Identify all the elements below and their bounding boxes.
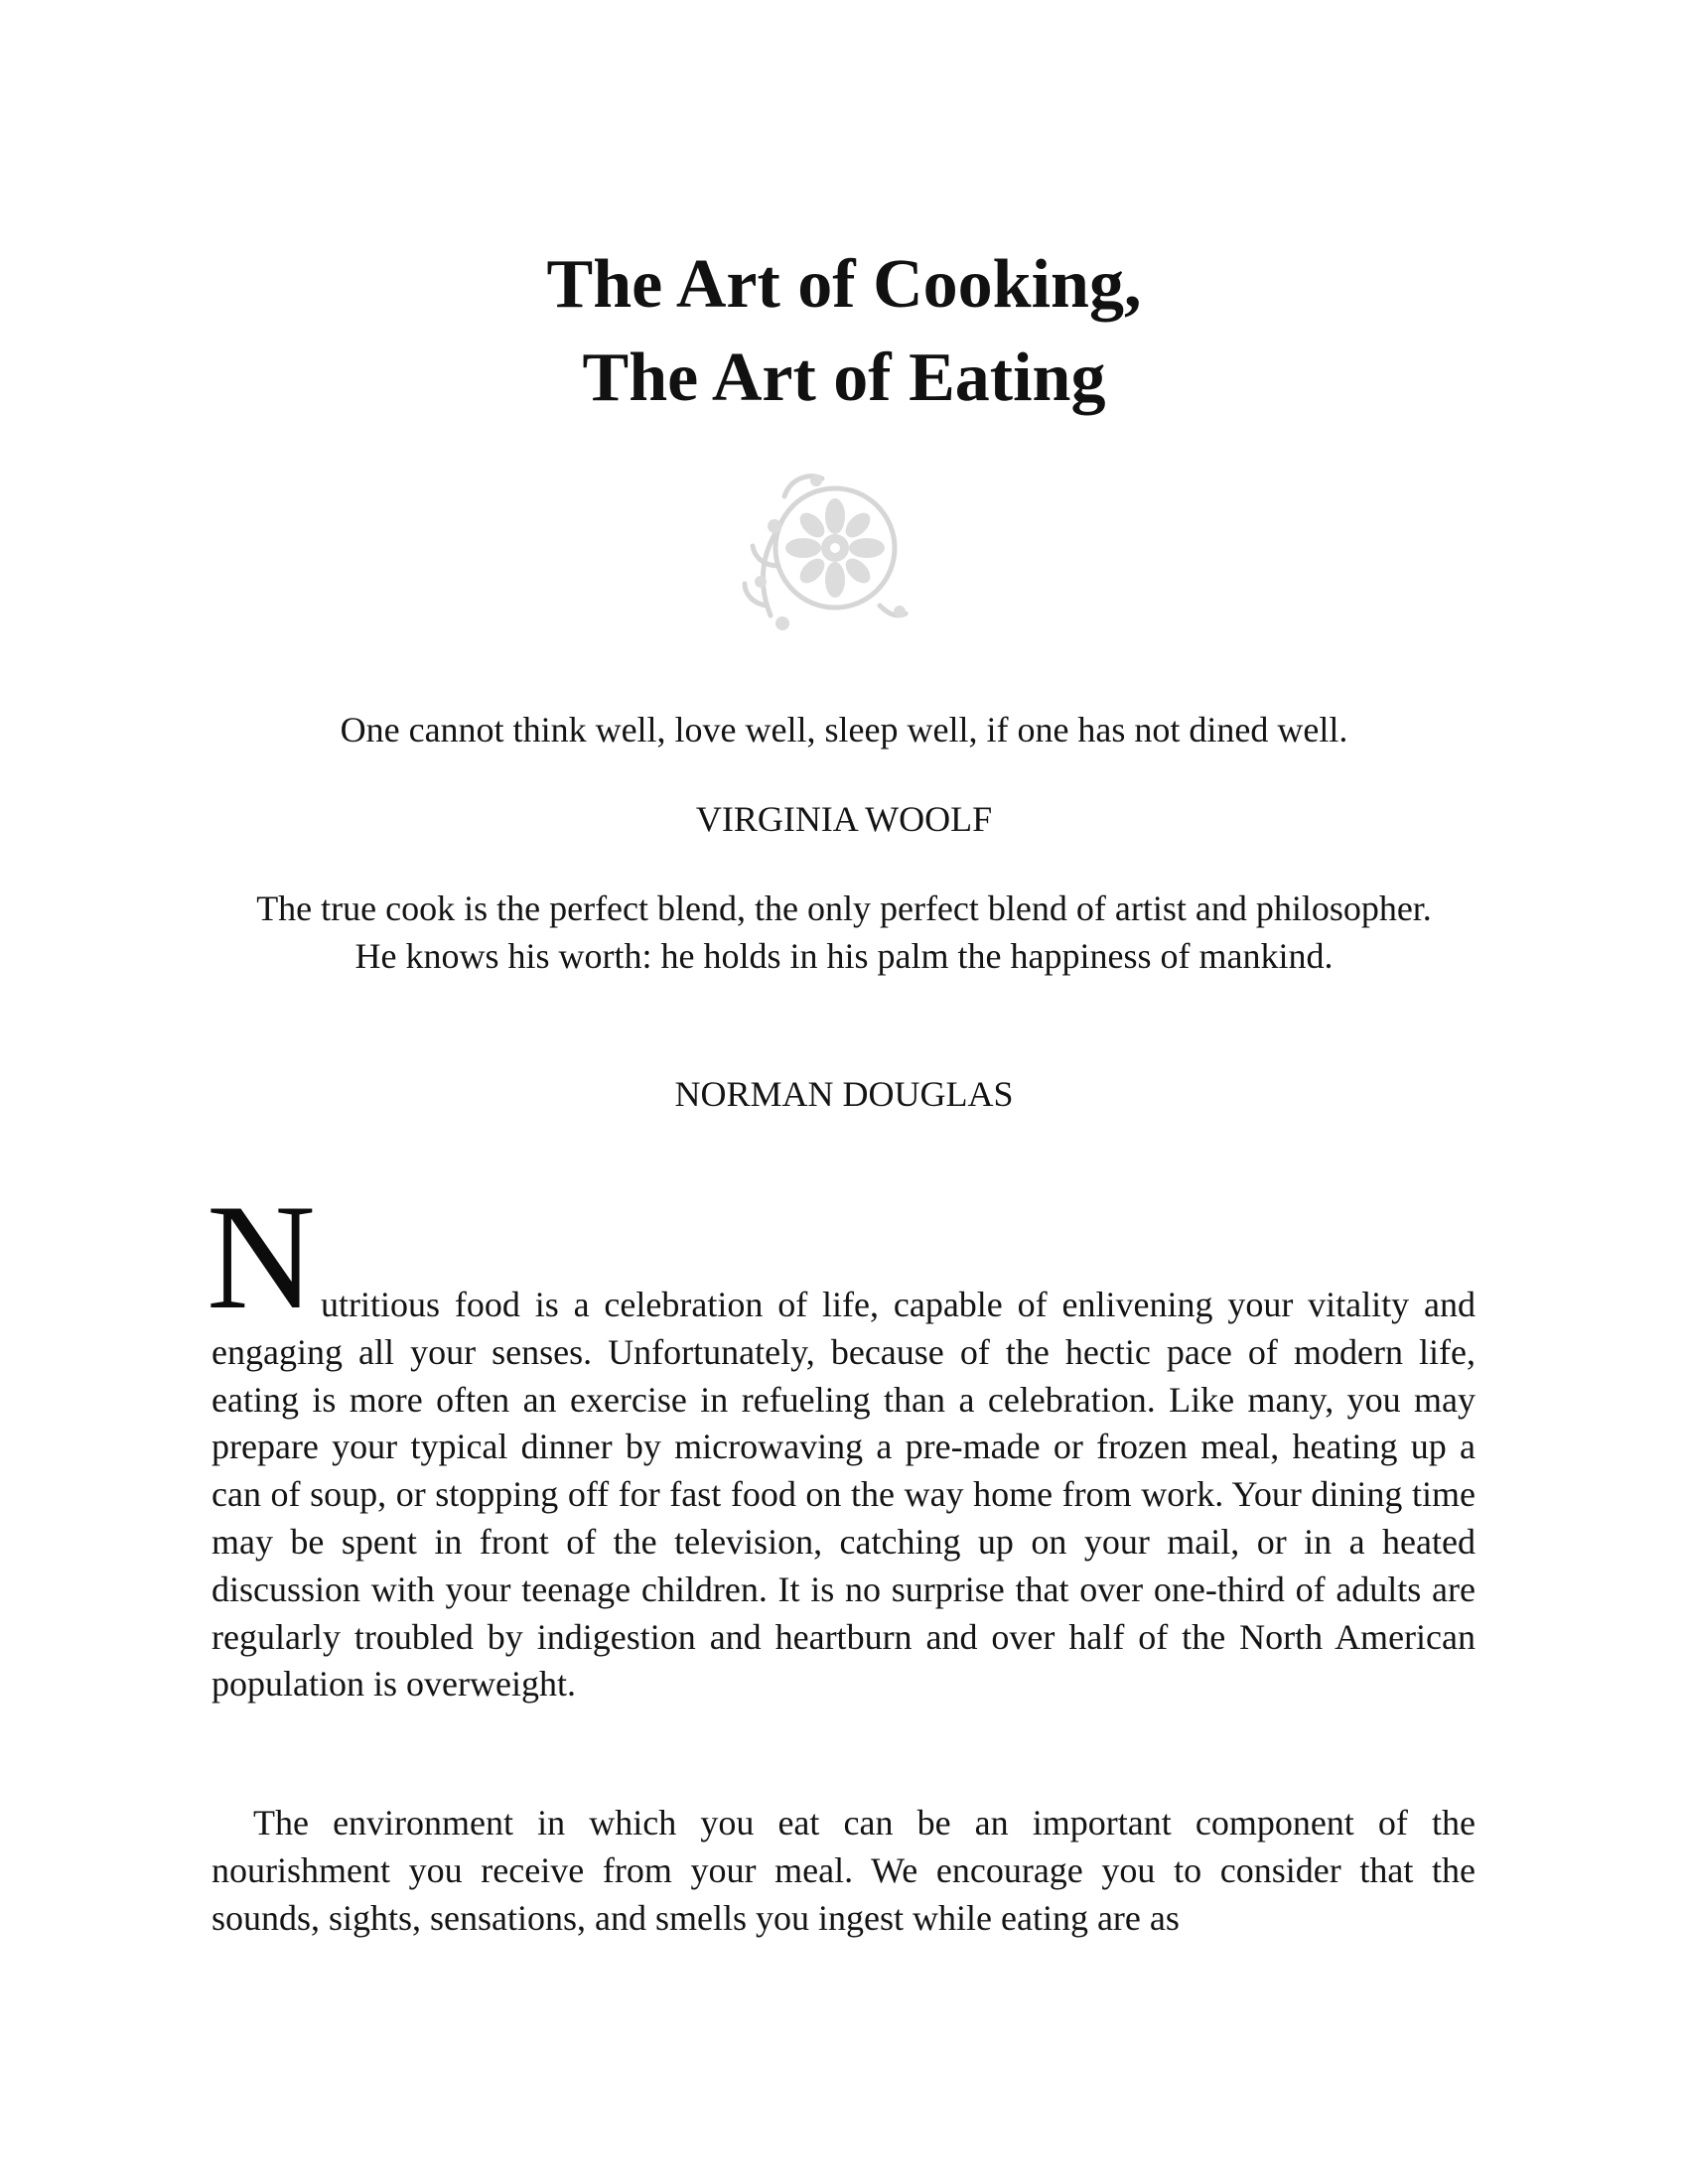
epigraph-2-text: The true cook is the perfect blend, the only perfect blend of artist and philosopher. He knows his worth: he holds in his palm the happiness of mankind. — [256, 888, 1432, 976]
body-paragraph-1 — [211, 1282, 1476, 1708]
chapter-title-line-1: The Art of Cooking, — [546, 246, 1142, 323]
epigraph-1-author: VIRGINIA WOOLF — [695, 799, 993, 839]
chapter-title — [0, 238, 1688, 425]
body-paragraph-1-text: utritious food is a celebration of life, capable of enlivening your vitality and engaging all your senses. Unfortunately, because of the hectic pace of modern life, eating is more often an exercise in refueling than a celebration. Like many, you may prepare your typical dinner by microwaving a pre-made or frozen meal, heating up a can of soup, or stopping off for fast food on the way home from work. Your dining time may be spent in front of the television, catching up on your mail, or in a heated discussion with your teenage children. It is no surprise that over one-third of adults are regularly troubled by indigestion and heartburn and over half of the North American population is overweight. — [211, 1285, 1476, 1705]
epigraph-1-text: One cannot think well, love well, sleep well, if one has not dined well. — [340, 710, 1348, 750]
chapter-title-line-2: The Art of Eating — [582, 340, 1106, 416]
floral-ornament-icon — [731, 467, 929, 635]
drop-cap: N — [207, 1173, 316, 1340]
epigraph-2-author: NORMAN DOUGLAS — [674, 1074, 1014, 1114]
body-paragraph-2: The environment in which you eat can be an important component of the nourishment you receive from your meal. We encourage you to consider that the sounds, sights, sensations, and smells you ingest while eating are as — [211, 1803, 1476, 1938]
